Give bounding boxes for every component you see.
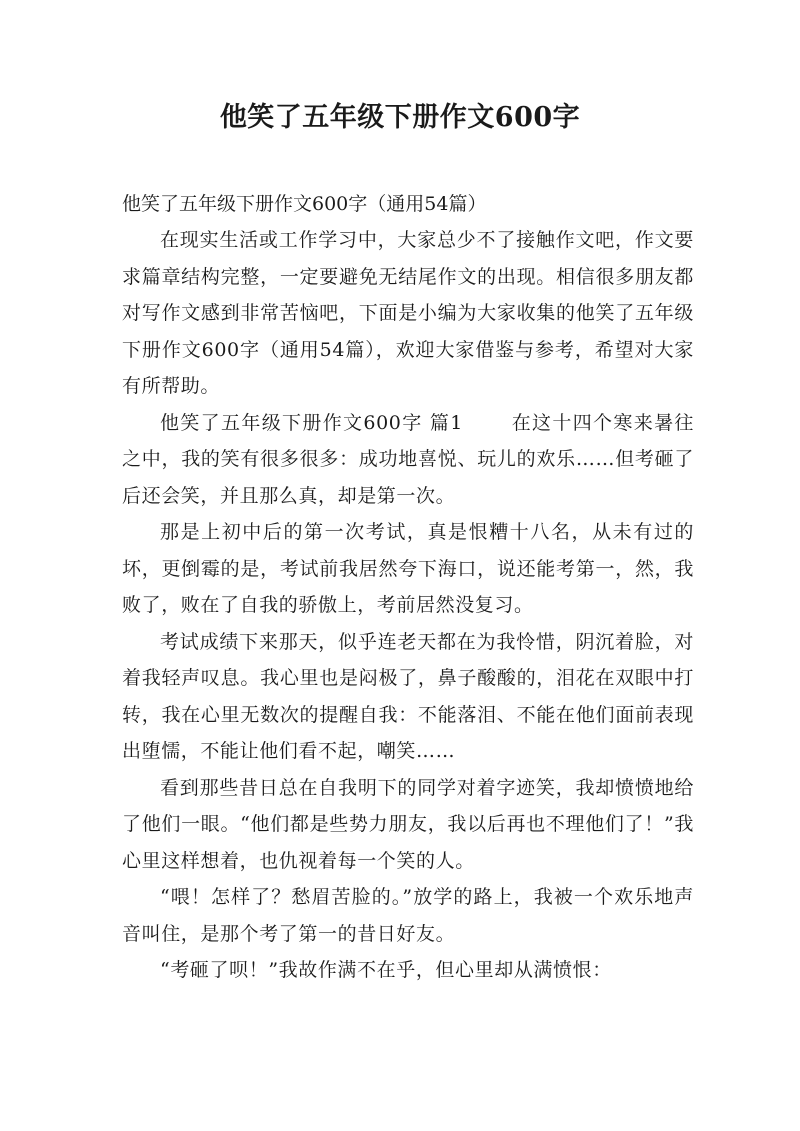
body-paragraph: 看到那些昔日总在自我明下的同学对着字迹笑，我却愤愤地给了他们一眼。“他们都是些势力朋友，我以后再也不理他们了！”我心里这样想着，也仇视着每一个笑的人。 [122, 776, 694, 872]
document-title: 他笑了五年级下册作文600字 [219, 102, 581, 133]
section-opening: 在这十四个寒来暑往之中，我的笑有很多很多：成功地喜悦、玩儿的欢乐……但考砸了后还会笑，并且那么真，却是第一次。 [122, 411, 695, 507]
intro-paragraph: 在现实生活或工作学习中，大家总少不了接触作文吧，作文要求篇章结构完整，一定要避免无结尾作文的出现。相信很多朋友都对写作文感到非常苦恼吧，下面是小编为大家收集的他笑了五年级下册作文600字（通用54篇），欢迎大家借鉴与参考，希望对大家有所帮助。 [122, 229, 694, 397]
body-paragraph: 考试成绩下来那天，似乎连老天都在为我怜惜，阴沉着脸，对着我轻声叹息。我心里也是闷极了，鼻子酸酸的，泪花在双眼中打转，我在心里无数次的提醒自我：不能落泪、不能在他们面前表现出堕懦，不能让他们看不起，嘲笑…… [122, 630, 694, 762]
document-body [122, 186, 694, 989]
section-paragraph [122, 405, 694, 515]
body-paragraph: “喂！怎样了？愁眉苦脸的。”放学的路上，我被一个欢乐地声音叫住，是那个考了第一的昔日好友。 [122, 886, 694, 945]
section-heading: 他笑了五年级下册作文600字 篇1 [160, 411, 463, 434]
body-paragraph: 那是上初中后的第一次考试，真是恨糟十八名，从未有过的坏，更倒霉的是，考试前我居然夸下海口，说还能考第一，然，我败了，败在了自我的骄傲上，考前居然没复习。 [122, 521, 694, 616]
document-subtitle: 他笑了五年级下册作文600字（通用54篇） [122, 193, 487, 215]
body-paragraph: “考砸了呗！”我故作满不在乎，但心里却从满愤恨： [160, 959, 612, 981]
